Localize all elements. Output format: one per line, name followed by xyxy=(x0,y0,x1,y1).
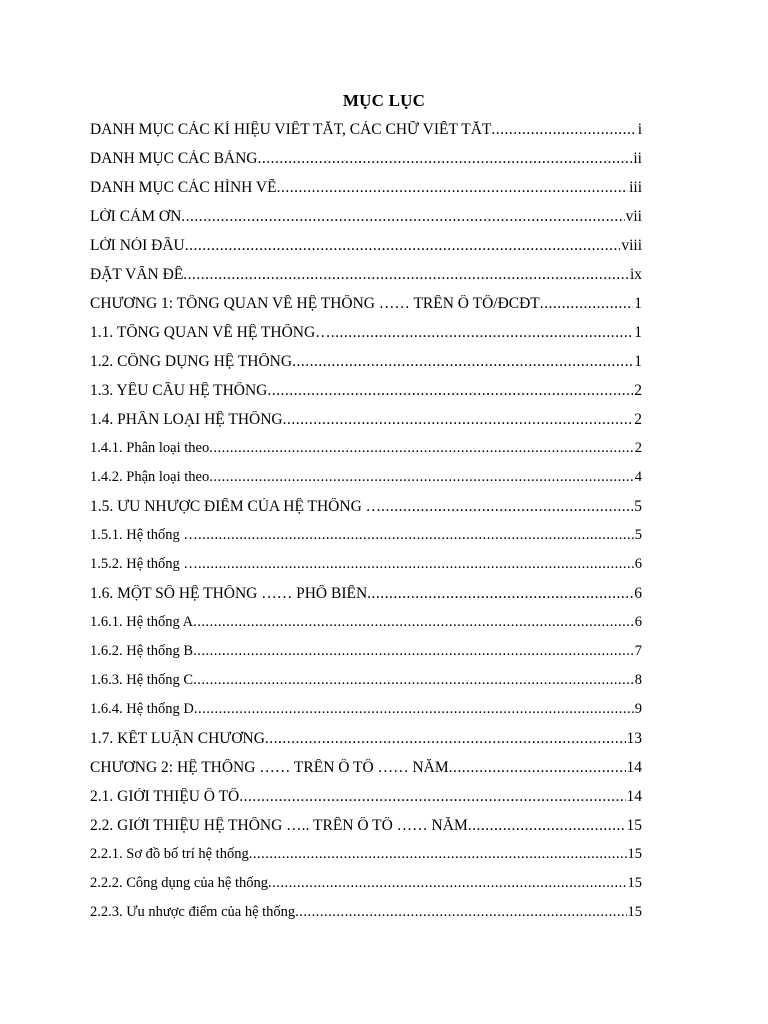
toc-dot-leader xyxy=(331,324,634,342)
toc-dot-leader xyxy=(193,672,634,689)
toc-entry-page: 2 xyxy=(634,440,642,456)
toc-entry-page: vii xyxy=(625,208,642,225)
toc-dot-leader xyxy=(193,643,634,660)
toc-dot-leader xyxy=(258,150,633,168)
toc-entry-label: 1.6.2. Hệ thống B xyxy=(90,643,194,659)
toc-entry[interactable] xyxy=(90,701,642,730)
toc-dot-leader xyxy=(193,614,634,631)
toc-entry-label: CHƯƠNG 1: TỔNG QUAN VỀ HỆ THỐNG …… TRÊN Ô TÔ/ĐCĐT xyxy=(90,295,540,312)
toc-entry-page: 5 xyxy=(634,527,642,543)
toc-entry-label: 1.3. YÊU CẦU HỆ THỐNG xyxy=(90,382,268,399)
toc-entry-page: 15 xyxy=(627,875,642,891)
page-title: MỤC LỤC xyxy=(342,91,426,110)
toc-dot-leader xyxy=(183,266,629,284)
toc-entry[interactable] xyxy=(90,585,642,614)
toc-dot-leader xyxy=(381,498,633,516)
toc-entry[interactable] xyxy=(90,411,642,440)
toc-entry[interactable] xyxy=(90,556,642,585)
toc-entry[interactable] xyxy=(90,295,642,324)
toc-entry[interactable] xyxy=(90,237,642,266)
toc-entry-label: 2.1. GIỚI THIỆU Ô TÔ xyxy=(90,788,240,805)
toc-entry-label: 2.2. GIỚI THIỆU HỆ THỐNG ….. TRÊN Ô TÔ …… NĂM xyxy=(90,817,468,834)
toc-entry-page: 13 xyxy=(626,730,642,747)
toc-entry-label: 2.2.1. Sơ đồ bố trí hệ thống xyxy=(90,846,249,862)
toc-dot-leader xyxy=(198,527,634,544)
toc-entry[interactable] xyxy=(90,469,642,498)
toc-entry[interactable] xyxy=(90,672,642,701)
toc-entry-page: 2 xyxy=(634,411,642,428)
toc-entry-label: CHƯƠNG 2: HỆ THỐNG …… TRÊN Ô TÔ …… NĂM xyxy=(90,759,449,776)
toc-dot-leader xyxy=(185,237,621,255)
toc-entry[interactable] xyxy=(90,614,642,643)
toc-entry[interactable] xyxy=(90,759,642,788)
table-of-contents xyxy=(90,121,642,933)
toc-dot-leader xyxy=(540,295,633,313)
toc-entry-page: iii xyxy=(629,179,642,196)
toc-entry[interactable] xyxy=(90,730,642,759)
toc-entry-label: 2.2.2. Công dụng của hệ thống xyxy=(90,875,269,891)
toc-entry-page: 9 xyxy=(634,701,642,717)
toc-entry-page: 15 xyxy=(626,817,642,834)
toc-dot-leader xyxy=(468,817,626,835)
toc-entry-label: ĐẶT VẤN ĐỀ xyxy=(90,266,184,283)
toc-entry-page: 15 xyxy=(627,846,642,862)
toc-entry-page: 6 xyxy=(634,556,642,572)
toc-entry-label: LỜI CẢM ƠN xyxy=(90,208,182,225)
toc-dot-leader xyxy=(181,208,624,226)
toc-entry-label: 1.4.2. Phận loại theo xyxy=(90,469,210,485)
toc-entry[interactable] xyxy=(90,846,642,875)
toc-entry-page: 6 xyxy=(634,614,642,630)
toc-entry-page: 1 xyxy=(634,353,642,370)
toc-dot-leader xyxy=(283,411,634,429)
toc-entry-label: 1.4.1. Phân loại theo xyxy=(90,440,210,456)
toc-dot-leader xyxy=(449,759,626,777)
toc-entry-page: ii xyxy=(633,150,642,167)
toc-entry-page: viii xyxy=(621,237,642,254)
toc-entry-page: i xyxy=(637,121,642,138)
toc-entry[interactable] xyxy=(90,179,642,208)
toc-entry[interactable] xyxy=(90,324,642,353)
toc-entry-label: DANH MỤC CÁC HÌNH VẼ xyxy=(90,179,277,196)
toc-entry[interactable] xyxy=(90,643,642,672)
toc-entry-page: 1 xyxy=(634,295,642,312)
toc-entry-label: 1.7. KẾT LUẬN CHƯƠNG xyxy=(90,730,265,747)
toc-entry-label: LỜI NÓI ĐẦU xyxy=(90,237,185,254)
toc-entry-label: 2.2.3. Ưu nhược điểm của hệ thống xyxy=(90,904,296,920)
toc-entry-page: 8 xyxy=(634,672,642,688)
toc-entry-label: 1.2. CÔNG DỤNG HỆ THỐNG xyxy=(90,353,293,370)
toc-dot-leader xyxy=(277,179,628,197)
toc-entry-label: 1.6.1. Hệ thống A xyxy=(90,614,194,630)
toc-entry[interactable] xyxy=(90,527,642,556)
toc-entry-page: 1 xyxy=(634,324,642,341)
toc-dot-leader xyxy=(198,556,634,573)
toc-entry-label: 1.6.4. Hệ thống D xyxy=(90,701,194,717)
toc-entry-page: 14 xyxy=(626,759,642,776)
toc-entry[interactable] xyxy=(90,150,642,179)
toc-entry[interactable] xyxy=(90,353,642,382)
toc-dot-leader xyxy=(367,585,633,603)
toc-dot-leader xyxy=(292,353,633,371)
toc-dot-leader xyxy=(239,788,625,806)
toc-entry-label: 1.5. ƯU NHƯỢC ĐIỂM CỦA HỆ THỐNG … xyxy=(90,498,382,515)
toc-entry-label: 1.6. MỘT SỐ HỆ THỐNG …… PHỔ BIẾN xyxy=(90,585,368,602)
toc-dot-leader xyxy=(491,121,636,139)
toc-entry-label: 1.5.1. Hệ thống … xyxy=(90,527,198,543)
toc-entry[interactable] xyxy=(90,904,642,933)
toc-entry[interactable] xyxy=(90,788,642,817)
toc-entry-label: 1.4. PHÂN LOẠI HỆ THỐNG xyxy=(90,411,283,428)
toc-entry-page: 6 xyxy=(634,585,642,602)
toc-entry[interactable] xyxy=(90,208,642,237)
toc-entry-label: DANH MỤC CÁC BẢNG xyxy=(90,150,258,167)
toc-dot-leader xyxy=(209,440,634,457)
toc-entry-page: 2 xyxy=(634,382,642,399)
toc-entry-label: 1.6.3. Hệ thống C xyxy=(90,672,194,688)
toc-entry-label: DANH MỤC CÁC KÍ HIỆU VIẾT TẮT, CÁC CHỮ VIẾT TẮT xyxy=(90,121,492,138)
toc-entry[interactable] xyxy=(90,382,642,411)
toc-dot-leader xyxy=(265,730,626,748)
toc-entry-page: 15 xyxy=(627,904,642,920)
toc-dot-leader xyxy=(194,701,634,718)
toc-entry-page: 7 xyxy=(634,643,642,659)
toc-dot-leader xyxy=(209,469,634,486)
toc-entry-page: ix xyxy=(629,266,642,283)
toc-entry[interactable] xyxy=(90,817,642,846)
toc-dot-leader xyxy=(268,875,626,892)
toc-entry-label: 1.5.2. Hệ thống … xyxy=(90,556,198,572)
toc-dot-leader xyxy=(295,904,626,921)
toc-dot-leader xyxy=(267,382,633,400)
toc-entry-label: 1.1. TỔNG QUAN VỀ HỆ THỐNG… xyxy=(90,324,331,341)
toc-entry[interactable] xyxy=(90,498,642,527)
toc-dot-leader xyxy=(249,846,627,863)
toc-entry-page: 5 xyxy=(634,498,642,515)
toc-entry-page: 14 xyxy=(626,788,642,805)
toc-entry-page: 4 xyxy=(634,469,642,485)
toc-entry[interactable] xyxy=(90,440,642,469)
toc-entry[interactable] xyxy=(90,266,642,295)
toc-entry[interactable] xyxy=(90,875,642,904)
toc-entry[interactable] xyxy=(90,121,642,150)
